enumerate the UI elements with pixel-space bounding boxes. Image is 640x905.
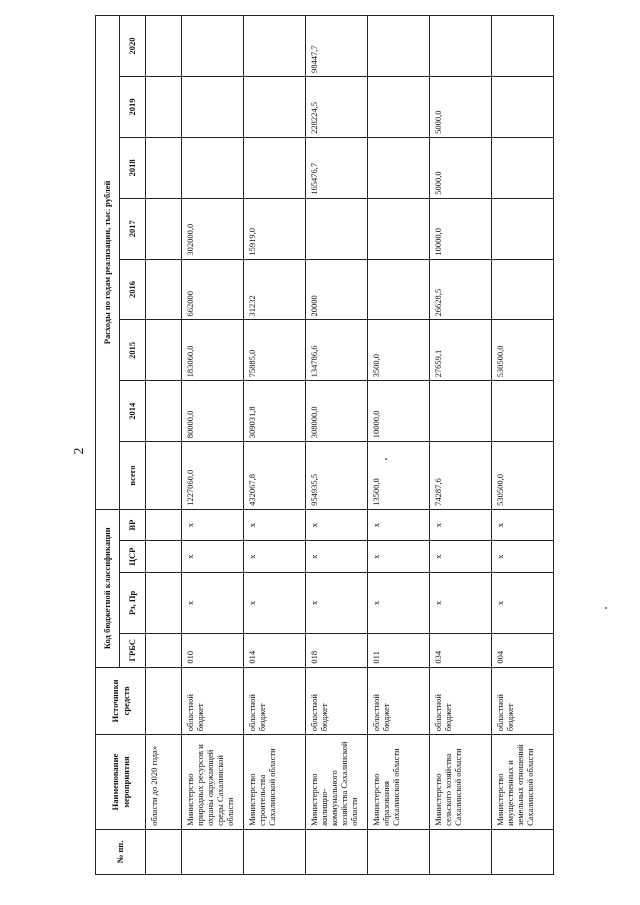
cell-csr: х <box>306 541 368 573</box>
cell-y2014 <box>430 381 492 442</box>
cell-y2016 <box>492 259 554 320</box>
cell-y2018 <box>244 137 306 198</box>
header-name: Наименование мероприятия <box>96 735 146 830</box>
cell-y2016: 20000 <box>306 259 368 320</box>
cell-y2017 <box>368 198 430 259</box>
cell-total: 432067,8 <box>244 442 306 510</box>
cell-rzpr: х <box>430 572 492 633</box>
cell-source: областной бюджет <box>492 667 554 735</box>
cell-name: Министерство жилищно-коммунального хозяйства Сахалинской области <box>306 735 368 830</box>
row-number-cell <box>182 829 244 874</box>
cell-total: 74287,6 <box>430 442 492 510</box>
speck-mark <box>605 607 607 609</box>
continuation-text: области до 2020 года» <box>146 735 182 830</box>
header-2019: 2019 <box>120 77 146 138</box>
cell-total: 1227060,0 <box>182 442 244 510</box>
cell-vr: х <box>244 509 306 541</box>
header-2014: 2014 <box>120 381 146 442</box>
cell-y2015: 75885,0 <box>244 320 306 381</box>
cell-y2019 <box>368 77 430 138</box>
header-2017: 2017 <box>120 198 146 259</box>
cell-y2014: 309031,8 <box>244 381 306 442</box>
cell-y2015: 183060,0 <box>182 320 244 381</box>
cell-y2018 <box>182 137 244 198</box>
cell-total: 954935,5 <box>306 442 368 510</box>
cell-csr: х <box>244 541 306 573</box>
cell-source: областной бюджет <box>182 667 244 735</box>
cell-name: Министерство образования Сахалинской области <box>368 735 430 830</box>
cell-y2020: 98447,7 <box>306 16 368 77</box>
header-2018: 2018 <box>120 137 146 198</box>
header-rzpr: Рз, Пр <box>120 572 146 633</box>
cell-grbs: 014 <box>244 633 306 667</box>
expenses-table <box>95 15 554 875</box>
cell-y2019: 5000,0 <box>430 77 492 138</box>
cell-y2017 <box>306 198 368 259</box>
cell-vr: х <box>182 509 244 541</box>
cell-rzpr: х <box>368 572 430 633</box>
cell-csr: х <box>492 541 554 573</box>
cell-grbs: 018 <box>306 633 368 667</box>
cell-source: областной бюджет <box>430 667 492 735</box>
cell-total: 530500,0 <box>492 442 554 510</box>
cell-y2019: 228224,5 <box>306 77 368 138</box>
cell-rzpr: х <box>244 572 306 633</box>
rotated-table-wrapper <box>95 15 543 875</box>
cell-source: областной бюджет <box>306 667 368 735</box>
cell-y2015: 530500,0 <box>492 320 554 381</box>
cell-y2014: 80000,0 <box>182 381 244 442</box>
cell-y2018 <box>368 137 430 198</box>
cell-y2019 <box>492 77 554 138</box>
cell-name: Министерство природных ресурсов и охраны окружающей среды Сахалинской области <box>182 735 244 830</box>
cell-vr: х <box>368 509 430 541</box>
cell-y2020 <box>182 16 244 77</box>
cell-name: Министерство сельского хозяйства Сахалинской области <box>430 735 492 830</box>
cell-y2017 <box>492 198 554 259</box>
cell-total: 13500,0 <box>368 442 430 510</box>
cell-y2016: 662000 <box>182 259 244 320</box>
header-vr: ВР <box>120 509 146 541</box>
cell-grbs: 004 <box>492 633 554 667</box>
cell-rzpr: х <box>182 572 244 633</box>
cell-csr: х <box>368 541 430 573</box>
cell-grbs: 010 <box>182 633 244 667</box>
cell-y2020 <box>244 16 306 77</box>
table-row <box>430 16 492 875</box>
cell-name: Министерство строительства Сахалинской области <box>244 735 306 830</box>
header-2020: 2020 <box>120 16 146 77</box>
cell-y2017: 15919,0 <box>244 198 306 259</box>
page-number: 2 <box>72 447 87 455</box>
continuation-row <box>146 16 182 875</box>
cell-name: Министерство имущественных и земельных отношений Сахалинской области <box>492 735 554 830</box>
cell-y2014: 10000,0 <box>368 381 430 442</box>
header-no: № пп. <box>96 829 146 874</box>
cell-source: областной бюджет <box>244 667 306 735</box>
header-2016: 2016 <box>120 259 146 320</box>
cell-y2016: 26628,5 <box>430 259 492 320</box>
cell-y2016 <box>368 259 430 320</box>
cell-y2014: 308000,0 <box>306 381 368 442</box>
row-number-cell <box>368 829 430 874</box>
cell-y2015: 3500,0 <box>368 320 430 381</box>
header-code-group: Код бюджетной классификации <box>96 509 120 667</box>
row-number-cell <box>430 829 492 874</box>
cell-y2018 <box>492 137 554 198</box>
cell-y2020 <box>368 16 430 77</box>
header-grbs: ГРБС <box>120 633 146 667</box>
cell-y2017: 302000,0 <box>182 198 244 259</box>
cell-vr: х <box>492 509 554 541</box>
cell-y2014 <box>492 381 554 442</box>
header-expenses-group: Расходы по годам реализации, тыс. рублей <box>96 16 120 510</box>
table-row <box>244 16 306 875</box>
cell-y2018: 5000,0 <box>430 137 492 198</box>
cell-csr: х <box>182 541 244 573</box>
cell-grbs: 034 <box>430 633 492 667</box>
cell-y2019 <box>182 77 244 138</box>
cell-y2020 <box>430 16 492 77</box>
cell-rzpr: х <box>492 572 554 633</box>
cell-csr: х <box>430 541 492 573</box>
speck-mark <box>385 458 387 460</box>
cell-y2017: 10000,0 <box>430 198 492 259</box>
header-csr: ЦСР <box>120 541 146 573</box>
cell-vr: х <box>430 509 492 541</box>
table-row <box>368 16 430 875</box>
table-row <box>182 16 244 875</box>
cell-source: областной бюджет <box>368 667 430 735</box>
cell-y2019 <box>244 77 306 138</box>
row-number-cell <box>306 829 368 874</box>
header-total: всего <box>120 442 146 510</box>
cell-vr: х <box>306 509 368 541</box>
table-row <box>306 16 368 875</box>
header-source: Источники средств <box>96 667 146 735</box>
cell-rzpr: х <box>306 572 368 633</box>
cell-y2015: 134786,6 <box>306 320 368 381</box>
cell-y2018: 165476,7 <box>306 137 368 198</box>
cell-y2015: 27659,1 <box>430 320 492 381</box>
header-2015: 2015 <box>120 320 146 381</box>
cell-y2020 <box>492 16 554 77</box>
cell-y2016: 31232 <box>244 259 306 320</box>
row-number-cell <box>492 829 554 874</box>
row-number-cell <box>244 829 306 874</box>
cell-grbs: 011 <box>368 633 430 667</box>
table-row <box>492 16 554 875</box>
